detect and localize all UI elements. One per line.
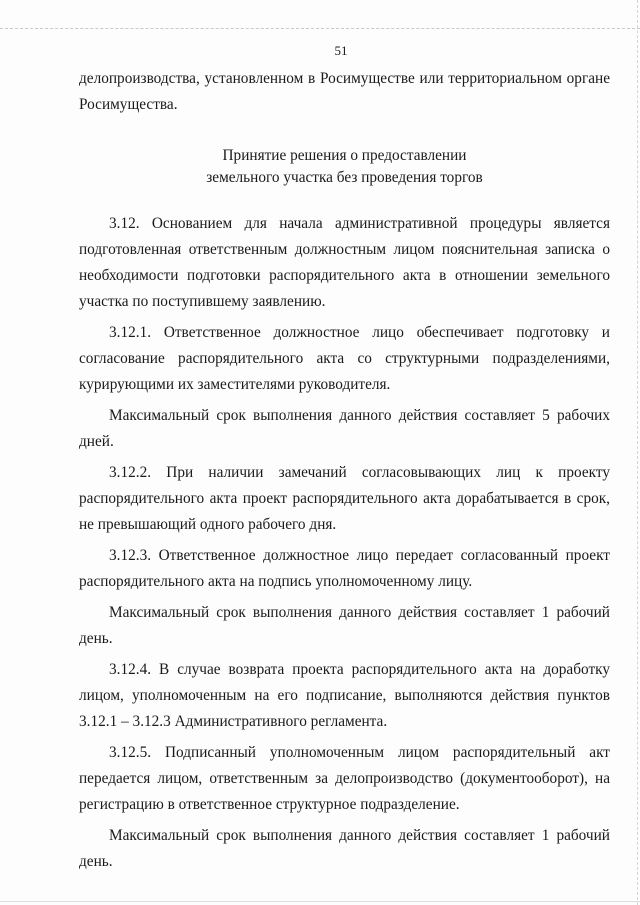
section-title-line-2: земельного участка без проведения торгов	[206, 169, 483, 186]
paragraph-deadline-5-days: Максимальный срок выполнения данного действия составляет 5 рабочих дней.	[79, 407, 610, 450]
section-title	[79, 145, 610, 189]
paragraph-3-12-4: 3.12.4. В случае возврата проекта распорядительного акта на доработку лицом, уполномоченным на его подписание, выполняются действия пунктов 3.12.1 – 3.12.3 Административного регламента.	[79, 661, 610, 730]
section-title-line-1: Принятие решения о предоставлении	[222, 147, 467, 164]
intro-paragraph: делопроизводства, установленном в Росимуществе или территориальном органе Росимущества.	[79, 70, 610, 113]
paragraph-3-12-3: 3.12.3. Ответственное должностное лицо передает согласованный проект распорядительного акта на подпись уполномоченному лицу.	[79, 547, 610, 590]
scan-edge-bottom	[0, 901, 640, 902]
document-body	[79, 66, 610, 875]
paragraph-3-12-5: 3.12.5. Подписанный уполномоченным лицом распорядительный акт передается лицом, ответственным за делопроизводство (документооборот), на регистрацию в ответственное структурное подразделение.	[79, 744, 610, 813]
paragraph-3-12-1: 3.12.1. Ответственное должностное лицо обеспечивает подготовку и согласование распорядительного акта со структурными подразделениями, курирующими их заместителями руководителя.	[79, 324, 610, 393]
scan-edge-top	[0, 28, 640, 29]
scan-edge-right	[637, 0, 638, 905]
paragraph-3-12-2: 3.12.2. При наличии замечаний согласовывающих лиц к проекту распорядительного акта проект распорядительного акта дорабатывается в срок, не превышающий одного рабочего дня.	[79, 464, 610, 533]
paragraph-3-12: 3.12. Основанием для начала административной процедуры является подготовленная ответственным должностным лицом пояснительная записка о необходимости подготовки распорядительного акта в отношении земельного участка по поступившему заявлению.	[79, 215, 610, 310]
page-number: 51	[334, 43, 348, 58]
paragraph-deadline-1-day-a: Максимальный срок выполнения данного действия составляет 1 рабочий день.	[79, 604, 610, 647]
paragraph-deadline-1-day-b: Максимальный срок выполнения данного действия составляет 1 рабочий день.	[79, 827, 610, 870]
